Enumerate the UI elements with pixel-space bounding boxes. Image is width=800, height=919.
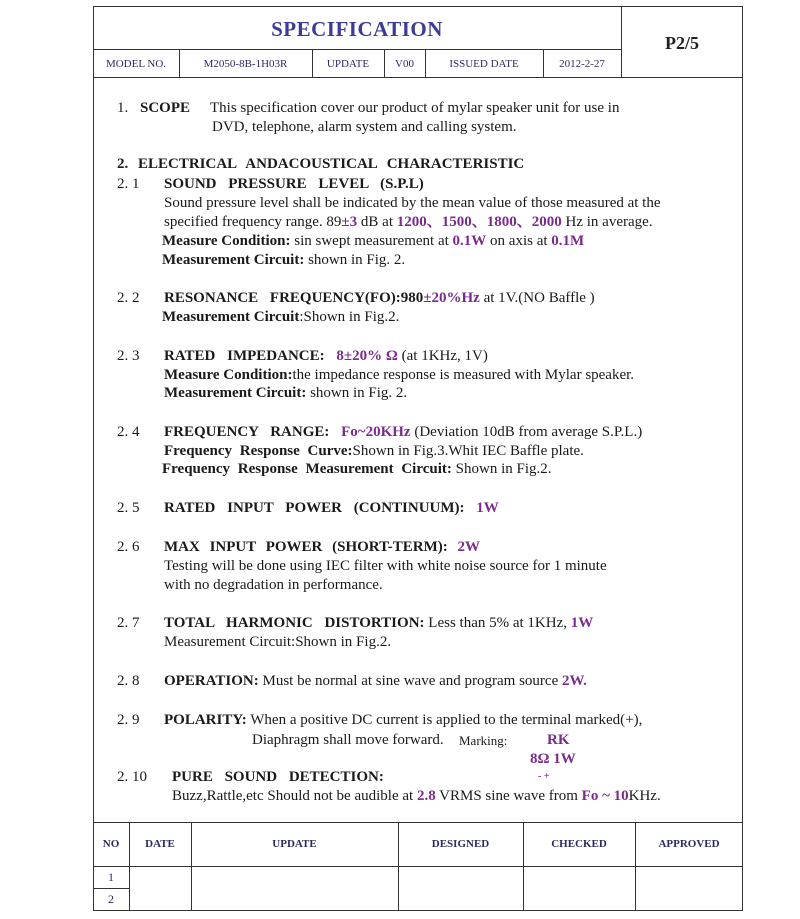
section-2-4-measurement-circuit: Frequency Response Measurement Circuit: Shown in Fig.2. [162, 461, 552, 477]
section-2-1-title: SOUND PRESSURE LEVEL (S.P.L) [164, 176, 424, 192]
section-1-title: SCOPE [140, 100, 191, 116]
section-2-3-measurement-circuit: Measurement Circuit: shown in Fig. 2. [164, 385, 408, 401]
section-2-6-line: with no degradation in performance. [164, 577, 383, 593]
footer-col-no: NO [102, 838, 120, 850]
section-2-10-title: PURE SOUND DETECTION: [172, 769, 384, 785]
section-2-2-number: 2. 2 [117, 290, 140, 306]
page-number: P2/5 [665, 33, 699, 53]
marking-label: Marking: [459, 733, 508, 748]
section-2-heading: 2. ELECTRICAL ANDACOUSTICAL CHARACTERISTIC [117, 156, 525, 172]
section-2-5-number: 2. 5 [117, 500, 140, 516]
section-2-1-number: 2. 1 [117, 176, 140, 192]
section-2-3-measure-condition: Measure Condition:the impedance response is measured with Mylar speaker. [164, 367, 635, 383]
footer-col-checked: CHECKED [551, 838, 607, 850]
section-1-line: DVD, telephone, alarm system and calling system. [212, 119, 517, 135]
section-2-7-number: 2. 7 [117, 615, 140, 631]
footer-col-divider [398, 822, 399, 911]
section-2-9-line: Diaphragm shall move forward. [252, 732, 444, 748]
footer-row-number: 2 [108, 892, 114, 906]
header-divider [93, 49, 621, 50]
marking-brand: RK [547, 732, 570, 748]
header-bottom-line [93, 77, 743, 78]
section-2-2-measurement-circuit: Measurement Circuit:Shown in Fig.2. [162, 309, 400, 325]
section-2-10-number: 2. 10 [117, 769, 147, 785]
section-2-6-number: 2. 6 [117, 539, 140, 555]
footer-col-date: DATE [145, 838, 175, 850]
marking-rating: 8Ω 1W [530, 751, 576, 767]
footer-col-divider [635, 822, 636, 911]
section-2-5-line: RATED INPUT POWER (CONTINUUM): 1W [164, 500, 499, 516]
section-2-8-line: OPERATION: Must be normal at sine wave and program source 2W. [164, 673, 587, 689]
model-value: M2050-8B-1H03R [203, 58, 288, 70]
issued-label: ISSUED DATE [449, 58, 519, 70]
model-label: MODEL NO. [105, 58, 167, 70]
section-2-1-measurement-circuit: Measurement Circuit: shown in Fig. 2. [162, 252, 406, 268]
update-label: UPDATE [326, 58, 370, 70]
footer-col-update: UPDATE [272, 838, 317, 850]
section-2-7-line: Measurement Circuit:Shown in Fig.2. [164, 634, 392, 650]
footer-col-divider [129, 822, 130, 911]
section-2-10-line: Buzz,Rattle,etc Should not be audible at 2.8 VRMS sine wave from Fo ~ 10KHz. [172, 788, 661, 804]
section-2-7-line: TOTAL HARMONIC DISTORTION: Less than 5% at 1KHz, 1W [164, 615, 594, 631]
footer-row-number: 1 [108, 870, 114, 884]
section-2-1-line: specified frequency range. 89±3 dB at 1200、1500、1800、2000 Hz in average. [164, 214, 653, 230]
section-2-8-number: 2. 8 [117, 673, 140, 689]
footer-col-designed: DESIGNED [431, 838, 490, 850]
section-2-1-measure-condition: Measure Condition: sin swept measurement at 0.1W on axis at 0.1M [162, 233, 585, 249]
section-1-line: This specification cover our product of mylar speaker unit for use in [210, 100, 620, 116]
section-2-9-line: POLARITY: When a positive DC current is applied to the terminal marked(+), [164, 712, 643, 728]
section-2-1-line: Sound pressure level shall be indicated by the mean value of those measured at the [164, 195, 661, 211]
section-2-3-number: 2. 3 [117, 348, 140, 364]
section-2-4-number: 2. 4 [117, 424, 140, 440]
document-title: SPECIFICATION [271, 17, 443, 41]
footer-row-line [93, 888, 129, 889]
section-2-4-line: FREQUENCY RANGE: Fo~20KHz (Deviation 10dB from average S.P.L.) [164, 424, 643, 440]
section-2-4-response-curve: Frequency Response Curve:Shown in Fig.3.Whit IEC Baffle plate. [164, 443, 584, 459]
issued-value: 2012-2-27 [559, 58, 605, 70]
section-2-6-line: MAX INPUT POWER (SHORT-TERM): 2W [164, 539, 480, 555]
update-value: V00 [395, 58, 414, 70]
section-2-9-number: 2. 9 [117, 712, 140, 728]
marking-polarity: - + [538, 771, 550, 782]
section-2-3-line: RATED IMPEDANCE: 8±20% Ω (at 1KHz, 1V) [164, 348, 488, 364]
footer-col-divider [191, 822, 192, 911]
footer-col-approved: APPROVED [658, 838, 720, 850]
footer-col-divider [523, 822, 524, 911]
section-2-6-line: Testing will be done using IEC filter with white noise source for 1 minute [164, 558, 607, 574]
section-2-2-line: RESONANCE FREQUENCY(FO):980±20%Hz at 1V.(NO Baffle ) [164, 290, 595, 306]
section-1-number: 1. [117, 100, 129, 116]
